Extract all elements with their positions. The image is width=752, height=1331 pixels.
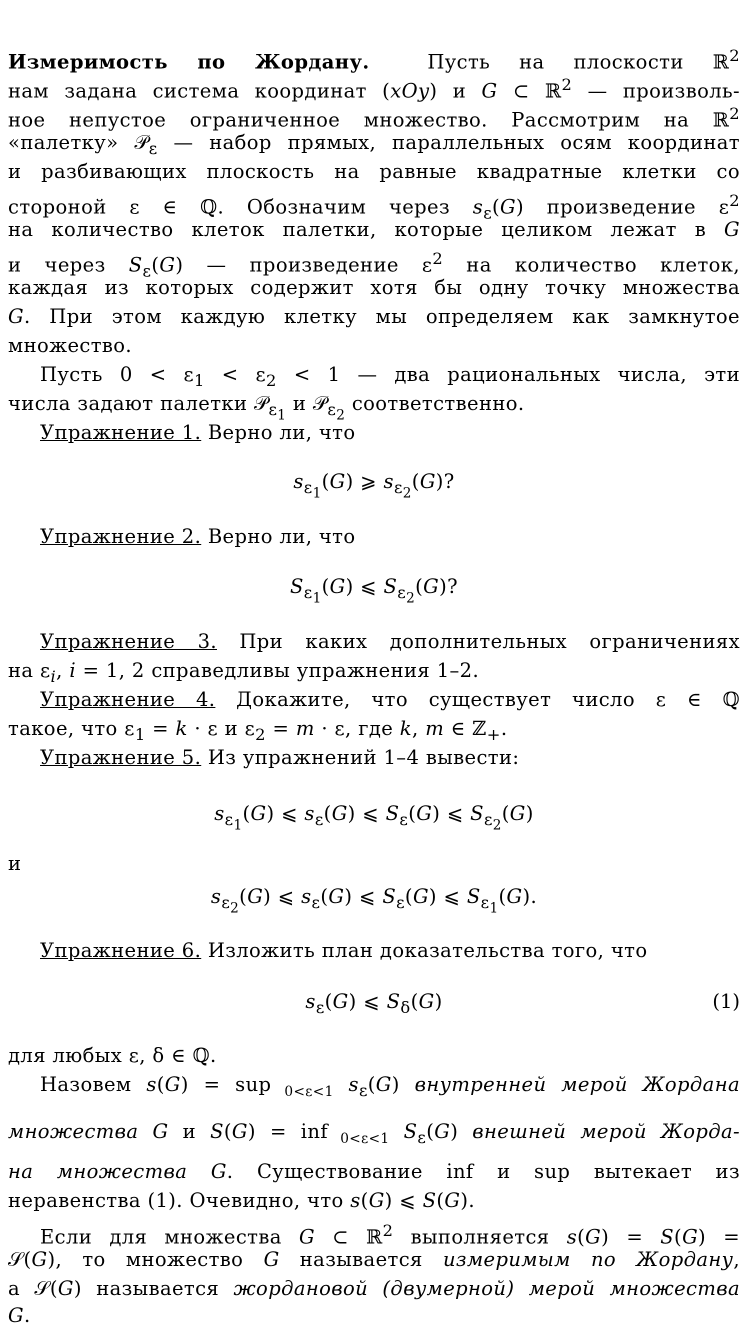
text-line: такое, что $\varepsilon_1 = k \cdot \varepsilon$ и $\varepsilon_2 = m \cdot \varepsilon$, где k, m ∈ ℤ$_+$. bbox=[8, 717, 508, 744]
text-line: нам задана система координат (xOy) и G ⊂ ℝ$^2$ — произволь- bbox=[8, 75, 741, 103]
display-formula: $s_{\varepsilon_1}(G)$ ⩽ $s_\varepsilon(G)$ ⩽ $S_\varepsilon(G)$ ⩽ $S_{\varepsilon_2}(G)$ bbox=[214, 802, 534, 834]
text-line: каждая из которых содержит хотя бы одну точку множества bbox=[8, 276, 740, 299]
text-line: и разбивающих плоскость на равные квадратные клетки со bbox=[8, 160, 740, 183]
text-line: неравенства (1). Очевидно, что s(G) ⩽ S(G). bbox=[8, 1189, 475, 1212]
text-line: Если для множества G ⊂ ℝ$^2$ выполняется s(G) = S(G) = bbox=[40, 1221, 740, 1249]
text-line: и bbox=[8, 852, 22, 875]
text-line: «палетку» 𝒫$_\varepsilon$ — набор прямых, параллельных осям координат bbox=[8, 131, 740, 158]
text-line: 𝒮(G), то множество G называется измеримым по Жордану, bbox=[8, 1248, 740, 1271]
text-line: множество. bbox=[8, 334, 133, 357]
text-line: числа задают палетки 𝒫$_{\varepsilon_1}$ и 𝒫$_{\varepsilon_2}$ соответственно. bbox=[8, 392, 525, 424]
text-line: на множества G. Существование inf и sup вытекает из bbox=[8, 1160, 740, 1183]
text-line: и через $S_\varepsilon(G)$ — произведение $\varepsilon^2$ на количество клеток, bbox=[8, 249, 740, 281]
exercise-5: Упражнение 5. Из упражнений 1–4 вывести: bbox=[40, 746, 520, 769]
text-line: G. bbox=[8, 1304, 31, 1327]
text-line: на количество клеток палетки, которые целиком лежат в G bbox=[8, 218, 740, 241]
display-formula: $S_{\varepsilon_1}(G)$ ⩽ $S_{\varepsilon_2}(G)$? bbox=[289, 575, 459, 607]
text-line: ное непустое ограниченное множество. Рассмотрим на ℝ$^2$ bbox=[8, 104, 740, 132]
exercise-4: Упражнение 4. Докажите, что существует число ε ∈ ℚ bbox=[40, 688, 740, 711]
equation-number: (1) bbox=[712, 990, 740, 1013]
text-line: множества G и S(G) = inf $_{0<\varepsilon<1}$ $S_\varepsilon(G)$ внешней мерой Жорда- bbox=[8, 1120, 740, 1147]
text-line: для любых ε, δ ∈ ℚ. bbox=[8, 1044, 217, 1067]
text-line: Пусть $0 < \varepsilon_1 < \varepsilon_2 < 1$ — два рациональных числа, эти bbox=[40, 363, 740, 390]
exercise-6: Упражнение 6. Изложить план доказательства того, что bbox=[40, 939, 648, 962]
display-formula: $s_\varepsilon(G)$ ⩽ $S_\delta(G)$ bbox=[305, 990, 443, 1017]
text-line: Измеримость по Жордану. Пусть на плоскости ℝ$^2$ bbox=[8, 46, 740, 74]
text-line: стороной ε ∈ ℚ. Обозначим через $s_\varepsilon(G)$ произведение $\varepsilon^2$ bbox=[8, 191, 740, 223]
text-line: G. При этом каждую клетку мы определяем как замкнутое bbox=[8, 305, 740, 328]
exercise-1: Упражнение 1. Верно ли, что bbox=[40, 421, 356, 444]
display-formula: $s_{\varepsilon_2}(G)$ ⩽ $s_\varepsilon(G)$ ⩽ $S_\varepsilon(G)$ ⩽ $S_{\varepsilon_1}(G)$. bbox=[210, 885, 538, 917]
exercise-3: Упражнение 3. При каких дополнительных ограничениях bbox=[40, 630, 741, 653]
exercise-2: Упражнение 2. Верно ли, что bbox=[40, 525, 356, 548]
text-line: на $\varepsilon_i$, i = 1, 2 справедливы упражнения 1–2. bbox=[8, 659, 480, 686]
text-line: Назовем s(G) = sup $_{0<\varepsilon<1}$ $s_\varepsilon(G)$ внутренней мерой Жордана bbox=[40, 1073, 740, 1100]
text-line: а 𝒮(G) называется жордановой (двумерной) мерой множества bbox=[8, 1277, 741, 1300]
display-formula: $s_{\varepsilon_1}(G)$ ⩾ $s_{\varepsilon_2}(G)$? bbox=[293, 470, 455, 502]
